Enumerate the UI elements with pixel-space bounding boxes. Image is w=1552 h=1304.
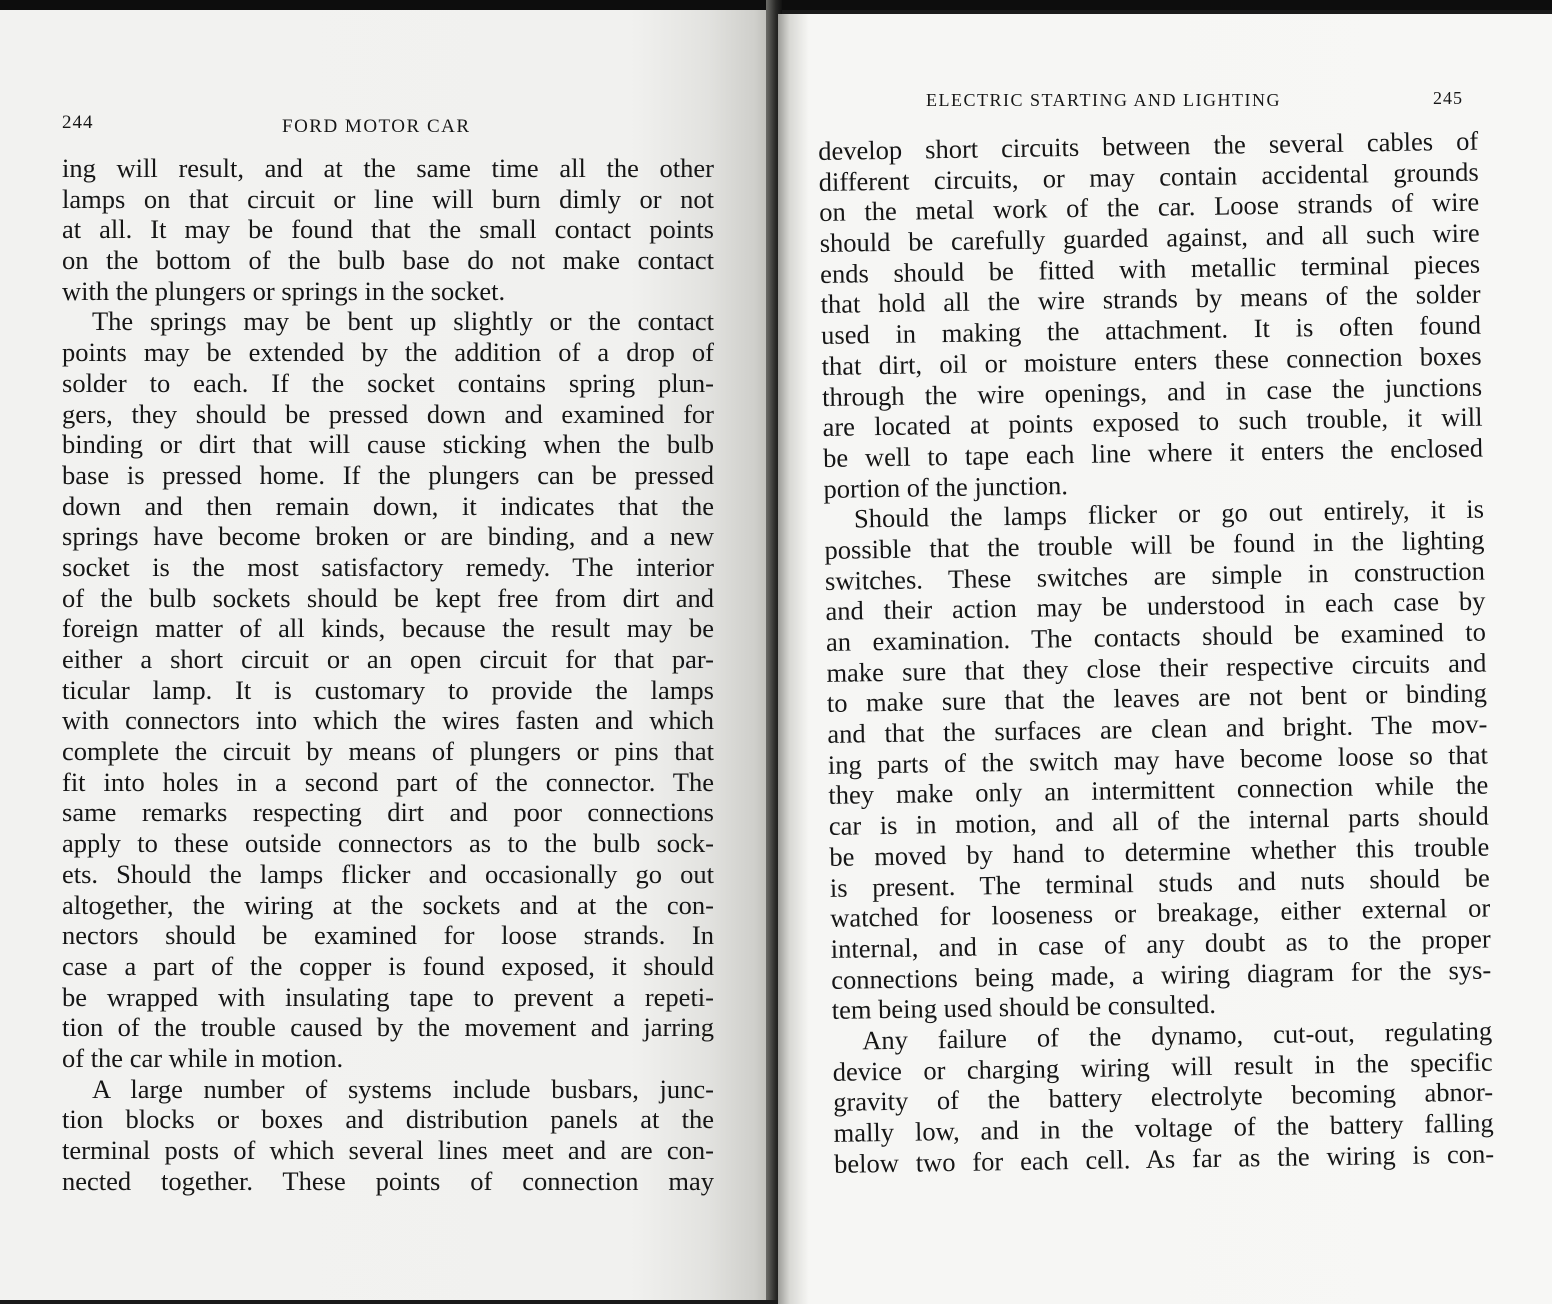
text-line: A large number of systems include busbars, junc- — [92, 1073, 714, 1104]
text-line: connections being made, a wiring diagram for the sys- — [831, 954, 1492, 995]
text-line: are located at points exposed to such trouble, it will — [822, 401, 1483, 443]
right-page — [778, 14, 1552, 1304]
text-line: be moved by hand to determine whether this trouble — [829, 831, 1490, 872]
text-line: an examination. The contacts should be examined to — [825, 616, 1487, 657]
text-line: case a part of the copper is found exposed, it should — [62, 950, 714, 981]
text-line: that dirt, oil or moisture enters these connection boxes — [821, 340, 1482, 381]
text-line: springs have become broken or are binding, and a new — [62, 521, 714, 552]
text-line: tion of the trouble caused by the movement and jarring — [62, 1012, 714, 1043]
text-line: tion blocks or boxes and distribution panels at the — [62, 1104, 714, 1135]
text-line: used in making the attachment. It is often found — [820, 309, 1482, 351]
page-body — [818, 126, 1494, 1180]
text-line: is present. The terminal studs and nuts should be — [829, 862, 1490, 903]
text-line: terminal posts of which several lines meet and are con- — [62, 1135, 714, 1165]
text-line: through the wire openings, and in case the junctions — [821, 371, 1483, 412]
text-line: nected together. These points of connection may — [62, 1165, 714, 1196]
text-line: watched for looseness or breakage, either external or — [830, 892, 1491, 934]
text-line: with connectors into which the wires fasten and which — [62, 705, 714, 736]
text-line: should be carefully guarded against, and all such wire — [819, 217, 1480, 259]
text-line: gravity of the battery electrolyte becoming abnor- — [832, 1076, 1494, 1118]
text-line: that hold all the wire strands by means of the solder — [820, 279, 1481, 320]
text-line: altogether, the wiring at the sockets and at the con- — [62, 889, 714, 920]
text-line: same remarks respecting dirt and poor connections — [62, 797, 714, 828]
text-line: base is pressed home. If the plungers can be pressed — [62, 459, 714, 490]
text-line: internal, and in case of any doubt as to the proper — [830, 923, 1491, 964]
text-line: mally low, and in the voltage of the battery falling — [833, 1107, 1494, 1148]
text-line: binding or dirt that will cause sticking when the bulb — [62, 429, 714, 460]
text-line: down and then remain down, it indicates that the — [62, 490, 714, 521]
text-line: different circuits, or may contain accidental grounds — [818, 156, 1479, 197]
text-line: on the bottom of the bulb base do not make contact — [62, 245, 714, 276]
text-line: ing will result, and at the same time all the other — [62, 153, 714, 183]
text-line: be wrapped with insulating tape to prevent a repeti- — [62, 981, 714, 1012]
text-line: switches. These switches are simple in construction — [824, 555, 1486, 596]
text-line: gers, they should be pressed down and examined for — [62, 398, 714, 429]
text-line: develop short circuits between the several cables of — [818, 125, 1479, 166]
text-line: ticular lamp. It is customary to provide the lamps — [62, 674, 714, 705]
text-line: be well to tape each line where it enters the enclosed — [822, 432, 1484, 473]
text-line: complete the circuit by means of plungers or pins that — [62, 736, 714, 767]
text-line: device or charging wiring will result in the specific — [832, 1046, 1493, 1087]
text-line: tem being used should be consulted. — [831, 989, 1217, 1026]
left-page — [0, 10, 770, 1300]
text-line: Any failure of the dynamo, cut-out, regulating — [861, 1015, 1493, 1056]
text-line: below two for each cell. As far as the wiring is con- — [833, 1138, 1495, 1179]
text-line: ends should be fitted with metallic terminal pieces — [819, 248, 1481, 289]
running-head: FORD MOTOR CAR — [282, 116, 471, 137]
text-line: foreign matter of all kinds, because the result may be — [62, 613, 714, 644]
text-line: on the metal work of the car. Loose strands of wire — [818, 187, 1480, 228]
text-line: at all. It may be found that the small contact points — [62, 214, 714, 245]
text-line: with the plungers or springs in the socket. — [62, 275, 506, 306]
text-line: lamps on that circuit or line will burn dimly or not — [62, 183, 714, 214]
text-line: they make only an intermittent connection while the — [828, 769, 1489, 811]
text-line: to make sure that the leaves are not bent or binding — [826, 677, 1488, 719]
text-line: apply to these outside connectors as to the bulb sock- — [62, 828, 714, 859]
text-line: ing parts of the switch may have become loose so that — [827, 739, 1489, 780]
text-line: The springs may be bent up slightly or the contact — [92, 306, 714, 337]
text-line: car is in motion, and all of the internal parts should — [828, 800, 1489, 842]
text-line: fit into holes in a second part of the connector. The — [62, 766, 714, 797]
text-line: nectors should be examined for loose strands. In — [62, 920, 714, 951]
text-line: make sure that they close their respective circuits and — [826, 647, 1487, 688]
text-line: points may be extended by the addition of a drop of — [62, 337, 714, 368]
text-line: and that the surfaces are clean and bright. The mov- — [827, 708, 1488, 749]
text-line: Should the lamps flicker or go out entirely, it is — [853, 493, 1485, 534]
text-line: of the bulb sockets should be kept free from dirt and — [62, 582, 714, 613]
text-line: either a short circuit or an open circuit for that par- — [62, 644, 714, 674]
text-line: ets. Should the lamps flicker and occasionally go out — [62, 858, 714, 889]
page-number: 245 — [1433, 88, 1463, 108]
text-line: of the car while in motion. — [62, 1042, 344, 1073]
text-line: and their action may be understood in each case by — [825, 585, 1486, 627]
page-number: 244 — [62, 112, 94, 133]
text-line: possible that the trouble will be found in the lighting — [824, 524, 1485, 565]
page-body — [62, 153, 714, 1196]
text-line: socket is the most satisfactory remedy. The interior — [62, 551, 714, 582]
text-line: solder to each. If the socket contains spring plun- — [62, 367, 714, 398]
text-line: portion of the junction. — [823, 469, 1069, 504]
running-head: ELECTRIC STARTING AND LIGHTING — [926, 90, 1281, 110]
